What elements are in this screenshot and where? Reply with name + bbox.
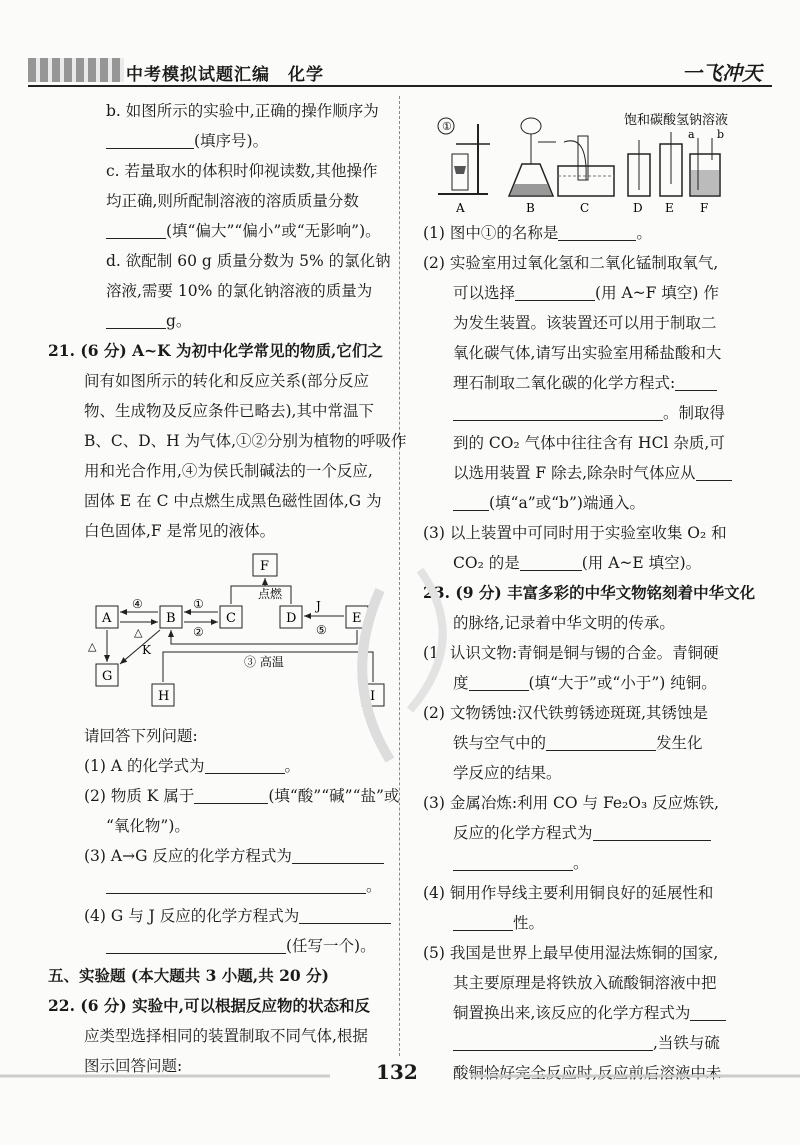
right-line	[423, 488, 768, 518]
node-d-label: D	[286, 611, 297, 626]
left-line	[48, 961, 393, 991]
right-line	[423, 758, 768, 788]
label-f: F	[700, 201, 709, 215]
left-line	[48, 336, 393, 366]
label-b: B	[526, 201, 535, 215]
right-line	[423, 368, 768, 398]
line-text: 。	[573, 854, 589, 872]
book-title: 中考模拟试题汇编 化学	[126, 65, 324, 85]
left-line	[48, 276, 393, 306]
left-line	[48, 486, 393, 516]
line-text: 请回答下列问题:	[84, 727, 198, 745]
line-text: (3) A→G 反应的化学方程式为	[84, 847, 292, 865]
right-column	[423, 218, 768, 1088]
answer-blank[interactable]	[453, 1032, 653, 1051]
line-text: 固体 E 在 C 中点燃生成黑色磁性固体,G 为	[84, 492, 382, 510]
node-h-label: H	[158, 689, 170, 704]
answer-blank[interactable]	[453, 492, 489, 511]
line-text: (1) 认识文物:青铜是铜与锡的合金。青铜硬	[423, 644, 719, 662]
right-line	[423, 668, 768, 698]
line-text: (任写一个)。	[286, 937, 376, 955]
right-line	[423, 338, 768, 368]
right-line	[423, 248, 768, 278]
left-line	[48, 516, 393, 546]
reaction-diagram-wrap	[48, 552, 393, 717]
line-text: 铜置换出来,该反应的化学方程式为	[453, 1004, 691, 1022]
line-text: 间有如图所示的转化和反应关系(部分反应	[84, 372, 370, 390]
line-text: 均正确,则所配制溶液的溶质质量分数	[106, 192, 359, 210]
line-text: (2) 物质 K 属于	[84, 787, 195, 805]
line-text: (4) G 与 J 反应的化学方程式为	[84, 907, 300, 925]
line-text: (填“a”或“b”)端通入。	[489, 494, 645, 512]
apparatus-d	[628, 140, 650, 215]
answer-blank[interactable]	[106, 875, 366, 894]
left-line	[48, 841, 393, 871]
left-line	[48, 246, 393, 276]
label-e: E	[665, 201, 674, 215]
left-line	[48, 901, 393, 931]
line-text: B、C、D、H 为气体,①②分别为植物的呼吸作	[84, 432, 407, 450]
left-line	[48, 931, 393, 961]
brand-logo: 一飞冲天	[682, 61, 762, 85]
line-text: (5) 我国是世界上最早使用湿法炼铜的国家,	[423, 944, 719, 962]
right-line	[423, 458, 768, 488]
figure-caption: 饱和碳酸氢钠溶液	[624, 113, 729, 128]
right-line	[423, 818, 768, 848]
line-text: 用和光合作用,④为侯氏制碱法的一个反应,	[84, 462, 373, 480]
apparatus-b	[509, 118, 556, 215]
line-text: 到的 CO₂ 气体中往往含有 HCl 杂质,可	[453, 434, 725, 452]
left-line	[48, 216, 393, 246]
arrow-5-label: ⑤	[316, 623, 327, 637]
line-text: (2) 实验室用过氧化氢和二氧化锰制取氧气,	[423, 254, 719, 272]
apparatus-c	[558, 136, 614, 215]
line-suffix: (填“酸”“碱”“盐”或	[268, 787, 400, 805]
answer-blank[interactable]	[469, 672, 529, 691]
column-divider	[399, 96, 400, 1056]
right-line	[423, 638, 768, 668]
right-line	[423, 398, 768, 428]
line-text: “氧化物”)。	[106, 817, 190, 835]
node-e-label: E	[352, 611, 362, 626]
line-text: g。	[166, 312, 192, 330]
line-text: 。	[366, 877, 382, 895]
right-line	[423, 578, 768, 608]
left-line	[48, 871, 393, 901]
left-line	[48, 366, 393, 396]
right-line	[423, 218, 768, 248]
line-text: (2) 文物锈蚀:汉代铁剪锈迹斑斑,其锈蚀是	[423, 704, 709, 722]
apparatus-f	[688, 128, 724, 215]
left-line	[48, 751, 393, 781]
line-text: d. 欲配制 60 g 质量分数为 5% 的氯化钠	[106, 252, 391, 270]
right-line	[423, 548, 768, 578]
left-line	[48, 396, 393, 426]
line-text: 的脉络,记录着中华文明的传承。	[453, 614, 675, 632]
left-line	[48, 126, 393, 156]
left-line	[48, 811, 393, 841]
line-text: c. 若量取水的体积时仰视读数,其他操作	[106, 162, 378, 180]
line-text: (1) 图中①的名称是	[423, 224, 559, 242]
right-line	[423, 608, 768, 638]
node-i-label: I	[370, 689, 376, 704]
question-stem: 23. (9 分) 丰富多彩的中华文物铭刻着中华文化	[423, 583, 756, 602]
right-line	[423, 698, 768, 728]
node-f-label: F	[260, 559, 270, 574]
line-suffix: (用 A~E 填空)。	[581, 554, 702, 572]
line-text: (1) A 的化学式为	[84, 757, 205, 775]
right-line	[423, 518, 768, 548]
answer-blank[interactable]	[546, 732, 656, 751]
line-text: (填“偏大”“偏小”或“无影响”)。	[166, 222, 381, 240]
left-line	[48, 186, 393, 216]
node-a-label: A	[102, 611, 112, 626]
left-line	[48, 96, 393, 126]
reaction-diagram	[48, 552, 393, 717]
line-text: 白色固体,F 是常见的液体。	[84, 522, 276, 540]
ignite-label: 点燃	[258, 587, 283, 601]
line-suffix: 发生化	[656, 734, 703, 752]
line-text: 学反应的结果。	[453, 764, 562, 782]
line-text: 理石制取二氧化碳的化学方程式:	[453, 374, 676, 392]
right-line	[423, 908, 768, 938]
question-stem: 22. (6 分) 实验中,可以根据反应物的状态和反	[48, 996, 371, 1015]
line-text: (3) 金属冶炼:利用 CO 与 Fe₂O₃ 反应炼铁,	[423, 794, 720, 812]
answer-blank[interactable]	[106, 220, 166, 239]
right-line	[423, 1028, 768, 1058]
answer-blank[interactable]	[453, 912, 513, 931]
answer-blank[interactable]	[453, 402, 663, 421]
right-line	[423, 968, 768, 998]
arrow-j-label: J	[316, 599, 321, 613]
answer-blank[interactable]	[696, 462, 732, 481]
line-text: 反应的化学方程式为	[453, 824, 593, 842]
arrow-1-label: ①	[193, 597, 204, 611]
heat-label-ag: △	[88, 640, 97, 653]
node-g-label: G	[102, 669, 113, 684]
answer-blank[interactable]	[593, 822, 711, 841]
left-line	[48, 456, 393, 486]
label-a: A	[456, 201, 465, 215]
right-line	[423, 938, 768, 968]
line-text: b. 如图所示的实验中,正确的操作顺序为	[106, 102, 379, 120]
arrow-k-label: K	[142, 643, 151, 657]
left-line	[48, 426, 407, 456]
node-b-label: B	[166, 611, 176, 626]
line-text: (4) 铜用作导线主要利用铜良好的延展性和	[423, 884, 714, 902]
apparatus-figure	[428, 104, 773, 216]
line-text: 应类型选择相同的装置制取不同气体,根据	[84, 1027, 368, 1045]
line-text: 可以选择	[453, 284, 516, 302]
answer-blank[interactable]	[194, 785, 268, 804]
port-b-label: b	[717, 128, 725, 141]
answer-blank[interactable]	[453, 852, 573, 871]
line-text: 以选用装置 F 除去,除杂时气体应从	[453, 464, 696, 482]
port-a-label: a	[688, 128, 695, 141]
answer-blank[interactable]	[106, 130, 194, 149]
right-line	[423, 728, 768, 758]
line-suffix: 。	[636, 224, 652, 242]
line-suffix: (用 A~F 填空) 作	[595, 284, 719, 302]
line-suffix: (填“大于”或“小于”) 纯铜。	[528, 674, 717, 692]
line-text: CO₂ 的是	[453, 554, 520, 572]
arrow-2-label: ②	[193, 625, 204, 639]
arrow-4-label: ④	[132, 597, 143, 611]
right-line	[423, 848, 768, 878]
line-text: (填序号)。	[194, 132, 269, 150]
left-line	[48, 306, 393, 336]
answer-blank[interactable]	[520, 552, 582, 571]
line-text: 铁与空气中的	[453, 734, 547, 752]
line-text: 度	[453, 674, 469, 692]
right-line	[423, 788, 768, 818]
line-text: 其主要原理是将铁放入硫酸铜溶液中把	[453, 974, 717, 992]
answer-blank[interactable]	[515, 282, 595, 301]
line-text: 图示回答问题:	[84, 1057, 183, 1075]
answer-blank[interactable]	[299, 905, 391, 924]
question-stem: 21. (6 分) A~K 为初中化学常见的物质,它们之	[48, 341, 383, 360]
line-text: 为发生装置。该装置还可以用于制取二	[453, 314, 717, 332]
answer-blank[interactable]	[675, 372, 717, 391]
left-line	[48, 991, 393, 1021]
node-c-label: C	[226, 611, 236, 626]
left-line	[48, 781, 400, 811]
line-text: 性。	[513, 914, 545, 932]
line-text: (3) 以上装置中可同时用于实验室收集 O₂ 和	[423, 524, 727, 542]
line-suffix: 。	[284, 757, 301, 775]
page-header	[28, 52, 772, 88]
apparatus-e	[660, 132, 682, 215]
header-rule	[28, 85, 772, 87]
left-line	[48, 1021, 393, 1051]
right-line	[423, 998, 768, 1028]
apparatus-a	[438, 118, 490, 215]
answer-blank[interactable]	[558, 222, 636, 241]
answer-blank[interactable]	[106, 935, 286, 954]
line-text: 酸铜恰好完全反应时,反应前后溶液中未	[453, 1064, 722, 1082]
label-c: C	[580, 201, 590, 215]
line-text: 物、生成物及反应条件已略去),其中常温下	[84, 402, 374, 420]
left-line	[48, 721, 393, 751]
right-line	[423, 308, 768, 338]
page-number: 132	[376, 1060, 418, 1084]
line-text: 。制取得	[663, 404, 726, 422]
line-text: ,当铁与硫	[653, 1034, 720, 1052]
answer-blank[interactable]	[205, 755, 285, 774]
arrow-3-label: ③ 高温	[244, 655, 284, 669]
right-line	[423, 278, 768, 308]
answer-blank[interactable]	[106, 310, 166, 329]
circle-1-label: ①	[442, 120, 452, 133]
line-text: 氧化碳气体,请写出实验室用稀盐酸和大	[453, 344, 722, 362]
line-text: 溶液,需要 10% 的氯化钠溶液的质量为	[106, 282, 373, 300]
left-line	[48, 156, 393, 186]
right-line	[423, 878, 768, 908]
right-line	[423, 428, 768, 458]
line-text: 五、实验题 (本大题共 3 小题,共 20 分)	[48, 966, 329, 985]
header-decoration	[28, 58, 124, 82]
heat-label-ab: △	[134, 626, 143, 639]
answer-blank[interactable]	[292, 845, 384, 864]
label-d: D	[633, 201, 643, 215]
answer-blank[interactable]	[690, 1002, 726, 1021]
